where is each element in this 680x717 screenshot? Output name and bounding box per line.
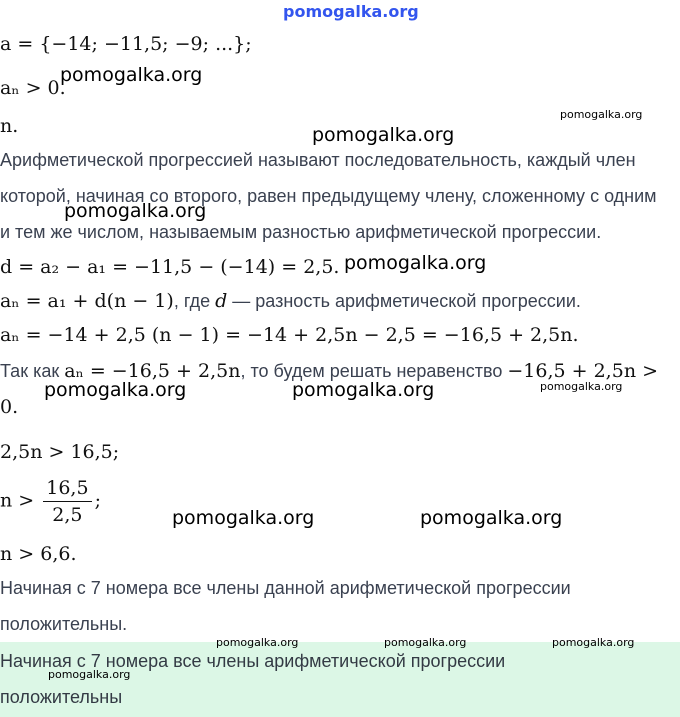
so-middle: , то будем решать неравенство [240, 361, 503, 381]
watermark: pomogalka.org [64, 200, 207, 222]
step-1: 2,5n > 16,5; [0, 441, 120, 463]
so-inequality: −16,5 + 2,5n > [507, 360, 659, 382]
zero-value: 0. [0, 396, 19, 418]
conclusion-line-1: Начиная с 7 номера все члены данной арифметической прогрессии [0, 578, 571, 598]
watermark: pomogalka.org [560, 108, 643, 121]
formula-d: d [215, 290, 228, 312]
step-2-left: n > [0, 489, 35, 512]
watermark: pomogalka.org [60, 64, 203, 86]
variable-n: n. [0, 115, 19, 137]
condition-positive: aₙ > 0. [0, 77, 66, 99]
formula-description: — разность арифметической прогрессии. [232, 291, 581, 311]
watermark: pomogalka.org [292, 379, 435, 401]
definition-line-1: Арифметической прогрессией называют последовательность, каждый член [0, 150, 636, 170]
fraction-numerator: 16,5 [43, 477, 91, 502]
step-2-semicolon: ; [94, 489, 101, 512]
step-2 [0, 477, 101, 526]
watermark: pomogalka.org [420, 507, 563, 529]
answer-line-2: положительны [0, 687, 123, 707]
definition-line-2: которой, начиная со второго, равен предыдущему члену, сложенному с одним [0, 186, 657, 206]
watermark: pomogalka.org [540, 380, 623, 393]
watermark: pomogalka.org [312, 124, 455, 146]
formula-where: , где [173, 291, 211, 311]
step-3: n > 6,6. [0, 543, 77, 565]
watermark: pomogalka.org [44, 379, 187, 401]
watermark: pomogalka.org [216, 636, 299, 649]
watermark-top: pomogalka.org [283, 2, 419, 21]
an-calculation: aₙ = −14 + 2,5 (n − 1) = −14 + 2,5n − 2,5 = −16,5 + 2,5n. [0, 324, 579, 346]
conclusion-line-2: положительны. [0, 614, 128, 634]
answer-line-1: Начиная с 7 номера все члены арифметической прогрессии [0, 651, 506, 671]
watermark: pomogalka.org [552, 636, 635, 649]
watermark: pomogalka.org [48, 668, 131, 681]
so-math: aₙ = −16,5 + 2,5n [64, 360, 241, 382]
definition-line-3: и тем же числом, называемым разностью арифметической прогрессии. [0, 222, 602, 242]
fraction-denominator: 2,5 [52, 504, 83, 526]
formula-math: aₙ = a₁ + d(n − 1) [0, 290, 174, 312]
watermark: pomogalka.org [172, 507, 315, 529]
watermark: pomogalka.org [384, 636, 467, 649]
so-prefix: Так как [0, 361, 60, 381]
sequence-definition: a = {−14; −11,5; −9; ...}; [0, 33, 252, 55]
watermark: pomogalka.org [344, 252, 487, 274]
step-2-fraction [43, 477, 91, 526]
difference-calculation: d = a₂ − a₁ = −11,5 − (−14) = 2,5. [0, 256, 340, 278]
general-term-formula [0, 290, 581, 312]
